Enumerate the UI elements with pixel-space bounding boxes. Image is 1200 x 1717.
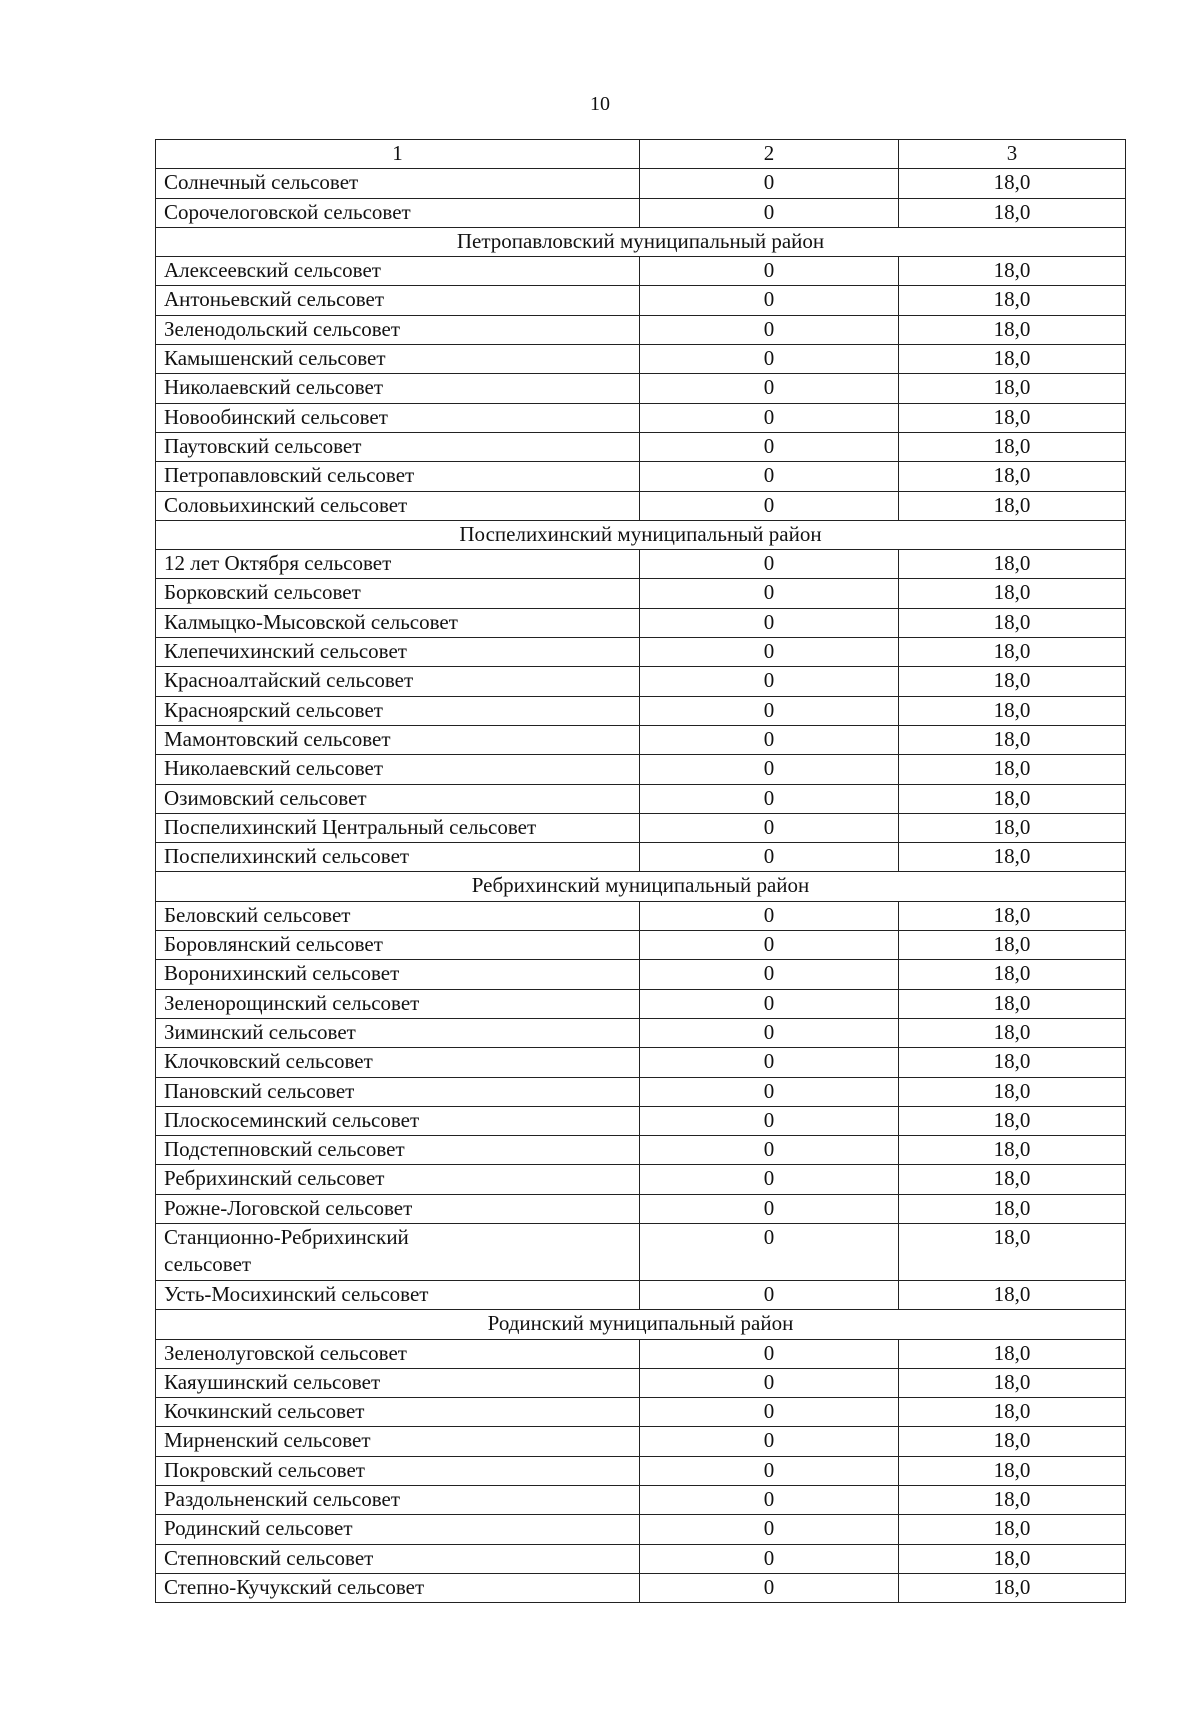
settlement-name-text: Калмыцко-Мысовской сельсовет: [164, 609, 458, 634]
settlement-name-text: Паутовский сельсовет: [164, 433, 362, 458]
district-header-row: [156, 1310, 1126, 1339]
settlement-name: [156, 989, 640, 1018]
column-2-value: 0: [640, 813, 899, 842]
settlement-name-text: Подстепновский сельсовет: [164, 1137, 405, 1162]
table-row: [156, 813, 1126, 842]
settlement-name: [156, 1194, 640, 1223]
settlement-name-text: Степновский сельсовет: [164, 1545, 374, 1570]
column-2-value: 0: [640, 784, 899, 813]
column-2-value: 0: [640, 462, 899, 491]
settlement-name: [156, 315, 640, 344]
table-body: [156, 140, 1126, 1603]
table-row: [156, 1077, 1126, 1106]
settlement-name: [156, 462, 640, 491]
settlement-name-text: Зиминский сельсовет: [164, 1019, 356, 1044]
settlement-name-text: Ребрихинский сельсовет: [164, 1166, 385, 1191]
settlement-name: [156, 901, 640, 930]
column-3-value: 18,0: [899, 1018, 1126, 1047]
table-row: [156, 1223, 1126, 1280]
column-3-value: 18,0: [899, 1456, 1126, 1485]
column-header-3: 3: [899, 140, 1126, 169]
table-row: [156, 989, 1126, 1018]
settlement-name-text: Клепечихинский сельсовет: [164, 639, 407, 664]
column-2-value: 0: [640, 1165, 899, 1194]
settlement-name-text: Беловский сельсовет: [164, 902, 351, 927]
column-3-value: 18,0: [899, 608, 1126, 637]
column-3-value: 18,0: [899, 843, 1126, 872]
settlement-name: [156, 1339, 640, 1368]
table-row: [156, 1018, 1126, 1047]
column-3-value: 18,0: [899, 1280, 1126, 1309]
settlement-name: [156, 696, 640, 725]
settlement-name: [156, 169, 640, 198]
settlement-name: [156, 1486, 640, 1515]
settlement-name-text: Каяушинский сельсовет: [164, 1369, 381, 1394]
column-3-value: 18,0: [899, 550, 1126, 579]
settlement-name: [156, 491, 640, 520]
table-row: [156, 1339, 1126, 1368]
settlement-name: [156, 1368, 640, 1397]
district-name: Петропавловский муниципальный район: [156, 227, 1126, 256]
column-3-value: 18,0: [899, 667, 1126, 696]
settlement-name: [156, 579, 640, 608]
column-3-value: 18,0: [899, 403, 1126, 432]
column-2-value: 0: [640, 1018, 899, 1047]
table-row: [156, 1280, 1126, 1309]
column-2-value: 0: [640, 1136, 899, 1165]
settlement-name-text: Красноалтайский сельсовет: [164, 668, 414, 693]
settlement-name: [156, 608, 640, 637]
column-2-value: 0: [640, 374, 899, 403]
column-3-value: 18,0: [899, 198, 1126, 227]
column-2-value: 0: [640, 1368, 899, 1397]
column-3-value: 18,0: [899, 491, 1126, 520]
settlement-name-text: Рожне-Логовской сельсовет: [164, 1195, 413, 1220]
district-name: Родинский муниципальный район: [156, 1310, 1126, 1339]
settlement-name-text: Родинский сельсовет: [164, 1516, 353, 1541]
column-3-value: 18,0: [899, 1165, 1126, 1194]
column-3-value: 18,0: [899, 931, 1126, 960]
district-header-row: [156, 872, 1126, 901]
table-row: [156, 931, 1126, 960]
settlement-name-text: Сорочелоговской сельсовет: [164, 199, 411, 224]
column-3-value: 18,0: [899, 696, 1126, 725]
settlement-name-text: Боровлянский сельсовет: [164, 932, 383, 957]
table-row: [156, 1048, 1126, 1077]
column-2-value: 0: [640, 403, 899, 432]
column-2-value: 0: [640, 667, 899, 696]
column-3-value: 18,0: [899, 1427, 1126, 1456]
column-2-value: 0: [640, 432, 899, 461]
table-row: [156, 843, 1126, 872]
settlement-name-text: Соловьихинский сельсовет: [164, 492, 408, 517]
table-row: [156, 1544, 1126, 1573]
settlement-name-text: Солнечный сельсовет: [164, 170, 359, 195]
page-number: 10: [590, 93, 610, 115]
column-2-value: 0: [640, 169, 899, 198]
table-row: [156, 608, 1126, 637]
settlement-name: [156, 843, 640, 872]
table-row: [156, 1486, 1126, 1515]
column-2-value: 0: [640, 1544, 899, 1573]
settlement-name-text: Кочкинский сельсовет: [164, 1399, 365, 1424]
settlement-name-text: Озимовский сельсовет: [164, 785, 367, 810]
settlement-name-text: Клочковский сельсовет: [164, 1049, 373, 1074]
table-row: [156, 960, 1126, 989]
column-3-value: 18,0: [899, 784, 1126, 813]
table-row: [156, 1106, 1126, 1135]
table-row: [156, 1194, 1126, 1223]
settlement-name: [156, 1136, 640, 1165]
settlement-name-text: 12 лет Октября сельсовет: [164, 551, 392, 576]
settlement-name: [156, 550, 640, 579]
settlement-name-text: Антоньевский сельсовет: [164, 287, 385, 312]
column-3-value: 18,0: [899, 1077, 1126, 1106]
table-row: [156, 1368, 1126, 1397]
column-2-value: 0: [640, 1573, 899, 1602]
column-3-value: 18,0: [899, 989, 1126, 1018]
settlement-name: [156, 725, 640, 754]
column-2-value: 0: [640, 960, 899, 989]
settlement-name: [156, 1077, 640, 1106]
settlement-name: [156, 345, 640, 374]
table-row: [156, 1515, 1126, 1544]
settlement-name-text: Мирненский сельсовет: [164, 1428, 371, 1453]
settlement-name-text: Зеленодольский сельсовет: [164, 316, 401, 341]
column-2-value: 0: [640, 608, 899, 637]
column-2-value: 0: [640, 989, 899, 1018]
column-2-value: 0: [640, 1339, 899, 1368]
column-3-value: 18,0: [899, 315, 1126, 344]
settlement-name: [156, 667, 640, 696]
table-row: [156, 403, 1126, 432]
column-2-value: 0: [640, 1486, 899, 1515]
district-header-row: [156, 227, 1126, 256]
settlement-name-text: Воронихинский сельсовет: [164, 961, 400, 986]
table-row: [156, 1165, 1126, 1194]
column-2-value: 0: [640, 1515, 899, 1544]
column-3-value: 18,0: [899, 1544, 1126, 1573]
column-2-value: 0: [640, 1077, 899, 1106]
settlement-name: [156, 960, 640, 989]
settlement-name: [156, 1544, 640, 1573]
table-row: [156, 462, 1126, 491]
settlement-name: [156, 1427, 640, 1456]
settlement-name-text: Алексеевский сельсовет: [164, 258, 381, 283]
column-3-value: 18,0: [899, 1339, 1126, 1368]
column-3-value: 18,0: [899, 1368, 1126, 1397]
column-3-value: 18,0: [899, 725, 1126, 754]
table-row: [156, 1136, 1126, 1165]
settlement-name: [156, 403, 640, 432]
settlement-name-text: Станционно-Ребрихинский сельсовет: [164, 1224, 409, 1276]
column-2-value: 0: [640, 491, 899, 520]
column-3-value: 18,0: [899, 374, 1126, 403]
settlement-name: [156, 198, 640, 227]
settlement-name-text: Борковский сельсовет: [164, 580, 361, 605]
settlement-name: [156, 432, 640, 461]
settlement-name: [156, 1048, 640, 1077]
column-2-value: 0: [640, 725, 899, 754]
column-2-value: 0: [640, 579, 899, 608]
column-3-value: 18,0: [899, 1486, 1126, 1515]
table-row: [156, 286, 1126, 315]
table-row: [156, 1427, 1126, 1456]
table-row: [156, 638, 1126, 667]
settlement-name: [156, 1165, 640, 1194]
column-2-value: 0: [640, 198, 899, 227]
column-3-value: 18,0: [899, 169, 1126, 198]
settlement-name-text: Поспелихинский Центральный сельсовет: [164, 814, 537, 839]
settlement-name: [156, 1573, 640, 1602]
column-header-1: 1: [156, 140, 640, 169]
column-3-value: 18,0: [899, 1048, 1126, 1077]
column-2-value: 0: [640, 550, 899, 579]
table-row: [156, 491, 1126, 520]
column-2-value: 0: [640, 257, 899, 286]
table-row: [156, 257, 1126, 286]
table-row: [156, 374, 1126, 403]
column-2-value: 0: [640, 315, 899, 344]
settlement-name-text: Степно-Кучукский сельсовет: [164, 1574, 425, 1599]
column-3-value: 18,0: [899, 638, 1126, 667]
settlement-name-text: Усть-Мосихинский сельсовет: [164, 1281, 429, 1306]
settlement-name: [156, 1106, 640, 1135]
column-3-value: 18,0: [899, 755, 1126, 784]
column-2-value: 0: [640, 1106, 899, 1135]
table-row: [156, 667, 1126, 696]
column-3-value: 18,0: [899, 579, 1126, 608]
settlement-name: [156, 813, 640, 842]
column-3-value: 18,0: [899, 901, 1126, 930]
data-table-container: [155, 139, 1125, 1603]
district-name: Поспелихинский муниципальный район: [156, 520, 1126, 549]
column-2-value: 0: [640, 1048, 899, 1077]
column-3-value: 18,0: [899, 813, 1126, 842]
column-2-value: 0: [640, 1280, 899, 1309]
column-3-value: 18,0: [899, 1398, 1126, 1427]
table-row: [156, 198, 1126, 227]
settlement-name-text: Поспелихинский сельсовет: [164, 844, 410, 869]
settlement-name: [156, 931, 640, 960]
column-2-value: 0: [640, 901, 899, 930]
settlement-name-text: Петропавловский сельсовет: [164, 463, 415, 488]
column-2-value: 0: [640, 1456, 899, 1485]
table-row: [156, 1398, 1126, 1427]
table-row: [156, 315, 1126, 344]
table-row: [156, 755, 1126, 784]
column-2-value: 0: [640, 1398, 899, 1427]
settlement-name: [156, 1515, 640, 1544]
column-3-value: 18,0: [899, 1515, 1126, 1544]
column-3-value: 18,0: [899, 1106, 1126, 1135]
column-2-value: 0: [640, 1194, 899, 1223]
settlement-name-text: Раздольненский сельсовет: [164, 1487, 400, 1512]
settlement-name-text: Красноярский сельсовет: [164, 697, 383, 722]
column-2-value: 0: [640, 843, 899, 872]
settlement-name: [156, 1456, 640, 1485]
settlement-name-text: Камышенский сельсовет: [164, 346, 386, 371]
settlement-name: [156, 374, 640, 403]
table-header-row: [156, 140, 1126, 169]
column-3-value: 18,0: [899, 432, 1126, 461]
column-3-value: 18,0: [899, 1223, 1126, 1280]
column-2-value: 0: [640, 345, 899, 374]
column-3-value: 18,0: [899, 1573, 1126, 1602]
column-3-value: 18,0: [899, 257, 1126, 286]
table-row: [156, 579, 1126, 608]
settlement-name-text: Плоскосеминский сельсовет: [164, 1107, 420, 1132]
column-3-value: 18,0: [899, 1194, 1126, 1223]
table-row: [156, 725, 1126, 754]
column-2-value: 0: [640, 1427, 899, 1456]
table-row: [156, 901, 1126, 930]
settlement-name: [156, 638, 640, 667]
column-2-value: 0: [640, 638, 899, 667]
column-2-value: 0: [640, 931, 899, 960]
data-table: [155, 139, 1126, 1603]
settlement-name-text: Новообинский сельсовет: [164, 404, 388, 429]
settlement-name: [156, 257, 640, 286]
column-3-value: 18,0: [899, 1136, 1126, 1165]
district-name: Ребрихинский муниципальный район: [156, 872, 1126, 901]
settlement-name-text: Зеленолуговской сельсовет: [164, 1340, 407, 1365]
column-3-value: 18,0: [899, 960, 1126, 989]
column-2-value: 0: [640, 696, 899, 725]
column-3-value: 18,0: [899, 345, 1126, 374]
settlement-name: [156, 1223, 640, 1280]
settlement-name-text: Зеленорощинский сельсовет: [164, 990, 420, 1015]
column-2-value: 0: [640, 1223, 899, 1280]
table-row: [156, 345, 1126, 374]
settlement-name: [156, 1280, 640, 1309]
table-row: [156, 1456, 1126, 1485]
settlement-name: [156, 784, 640, 813]
table-row: [156, 550, 1126, 579]
column-3-value: 18,0: [899, 462, 1126, 491]
settlement-name: [156, 1398, 640, 1427]
column-2-value: 0: [640, 286, 899, 315]
column-2-value: 0: [640, 755, 899, 784]
settlement-name: [156, 1018, 640, 1047]
settlement-name-text: Покровский сельсовет: [164, 1457, 365, 1482]
column-header-2: 2: [640, 140, 899, 169]
table-row: [156, 1573, 1126, 1602]
column-3-value: 18,0: [899, 286, 1126, 315]
settlement-name-text: Николаевский сельсовет: [164, 756, 383, 781]
district-header-row: [156, 520, 1126, 549]
table-row: [156, 169, 1126, 198]
settlement-name-text: Пановский сельсовет: [164, 1078, 355, 1103]
settlement-name: [156, 286, 640, 315]
table-row: [156, 432, 1126, 461]
settlement-name: [156, 755, 640, 784]
settlement-name-text: Николаевский сельсовет: [164, 375, 383, 400]
table-row: [156, 696, 1126, 725]
table-row: [156, 784, 1126, 813]
settlement-name-text: Мамонтовский сельсовет: [164, 726, 391, 751]
